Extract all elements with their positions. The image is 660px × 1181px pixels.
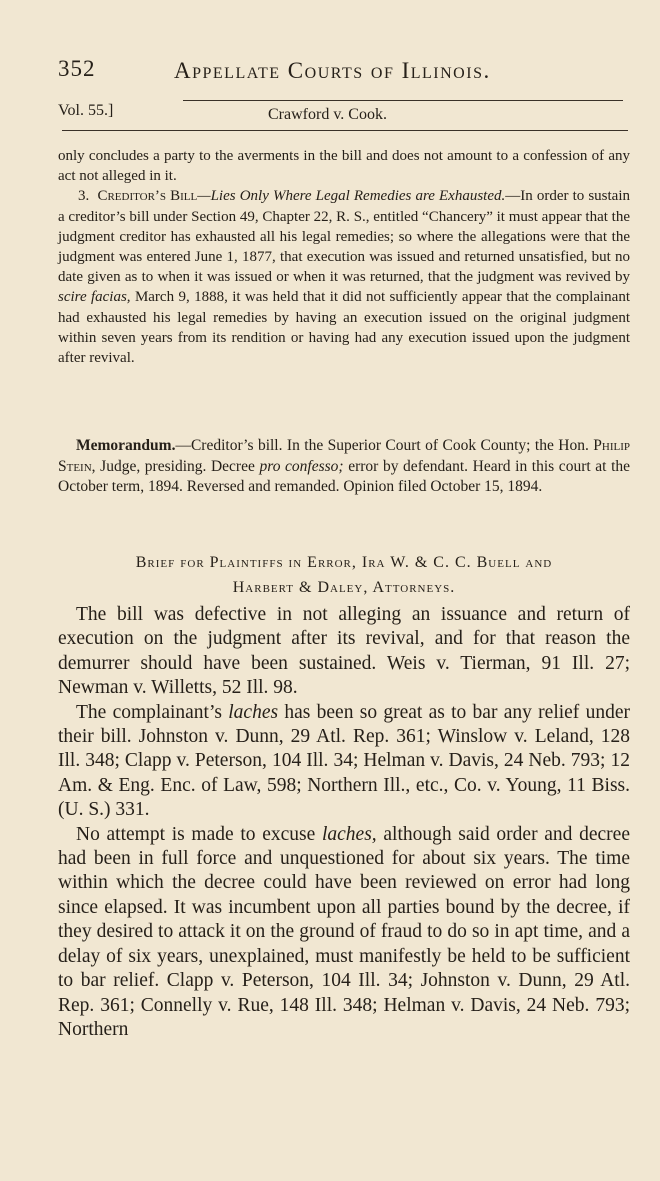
- body-paragraph-3: No attempt is made to excuse laches, although said order and decree had been in full force and unquestioned for about six years. The time within which the decree could have been reviewed on error had long since elapsed. It was incumbent upon all parties bound by the decree, if they desired to attack it on the ground of fraud to do so in apt time, and a delay of six years, unexplained, must manifestly be held to be sufficient to bar relief. Clapp v. Peterson, 104 Ill. 34; Johnston v. Dunn, 29 Atl. Rep. 361; Connelly v. Rue, 148 Ill. 348; Helman v. Davis, 24 Neb. 793; Northern: [58, 823, 630, 1040]
- header-rule-top: [183, 100, 623, 101]
- body-paragraph-2: The complainant’s laches has been so great as to bar any relief under their bill. Johnston v. Dunn, 29 Atl. Rep. 361; Winslow v. Leland, 128 Ill. 348; Clapp v. Peterson, 104 Ill. 34; Helman v. Davis, 24 Neb. 793; 12 Am. & Eng. Enc. of Law, 598; Northern Ill., etc., Co. v. Young, 11 Biss. (U. S.) 331.: [58, 701, 630, 821]
- body-paragraph-1: The bill was defective in not alleging an issuance and return of execution on the judgment after its revival, and for that reason the demurrer should have been sustained. Weis v. Tierman, 91 Ill. 27; Newman v. Willetts, 52 Ill. 98.: [58, 604, 630, 699]
- brief-heading-line-2: Harbert & Daley, Attorneys.: [232, 579, 456, 596]
- memorandum-text: —Creditor’s bill. In the Superior Court of Cook County; the Hon.: [175, 437, 594, 454]
- memorandum-text-2: , Judge, presiding. Decree: [91, 457, 260, 475]
- judge-name: Philip Stein: [58, 437, 630, 475]
- case-subheader: [58, 100, 628, 140]
- brief-heading: [58, 550, 630, 600]
- headnote: [58, 146, 630, 368]
- volume-label: Vol. 55.]: [58, 102, 114, 119]
- page-header: [58, 52, 618, 92]
- memorandum-label: Memorandum.: [76, 437, 176, 454]
- page-number: 352: [58, 56, 96, 81]
- headnote-heading: Creditor’s Bill: [97, 188, 198, 205]
- header-rule-bottom: [62, 130, 628, 131]
- headnote-paragraph-2: [58, 186, 630, 368]
- brief-body: [58, 603, 630, 1042]
- running-title: Appellate Courts of Illinois.: [174, 58, 491, 83]
- brief-heading-line-1: Brief for Plaintiffs in Error, Ira W. & C. C. Buell and: [135, 554, 553, 571]
- laches-italic-2: laches,: [321, 823, 377, 845]
- memorandum-text-3: error by defendant. Heard in this court at the October term, 1894. Reversed and remanded. Opinion filed October 15, 1894.: [58, 457, 631, 495]
- memorandum: [58, 436, 630, 498]
- memorandum-italic: pro confesso;: [259, 457, 344, 475]
- headnote-paragraph-1: only concludes a party to the averments in the bill and does not amount to a confession of any act not alleged in it.: [58, 148, 630, 185]
- headnote-number: 3.: [78, 188, 90, 205]
- case-name: Crawford v. Cook.: [268, 106, 387, 123]
- headnote-italic: scire facias,: [58, 289, 131, 306]
- laches-italic: laches: [228, 701, 279, 723]
- headnote-text-continued: March 9, 1888, it was held that it did not sufficiently appear that the complainant had exhausted his legal remedies by having an execution issued on the original judgment within seven years from its rendition or having had any execution issued upon the judgment after revival.: [58, 289, 630, 367]
- headnote-text: —In order to sustain a creditor’s bill under Section 49, Chapter 22, R. S., entitled “Chancery” it must appear that the judgment creditor has exhausted all his legal remedies; so where the allegations were that the judgment was entered June 1, 1877, that execution was issued and returned unsatisfied, but no date given as to when it was issued or when it was returned, that the judgment was revived by: [58, 188, 631, 286]
- headnote-subheading: —Lies Only Where Legal Remedies are Exhausted.: [197, 188, 506, 205]
